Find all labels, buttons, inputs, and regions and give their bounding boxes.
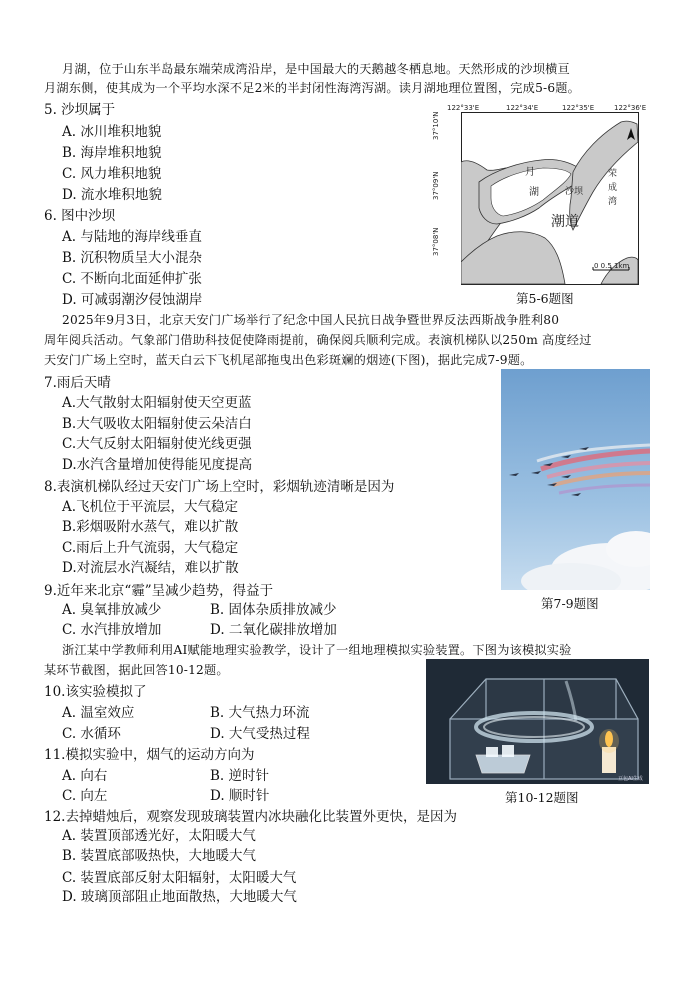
- question-6-option-c: C. 不断向北面延伸扩张: [62, 271, 202, 287]
- question-5-stem: 5. 沙坝属于: [44, 102, 116, 118]
- question-5-option-c: C. 风力堆积地貌: [62, 166, 162, 182]
- question-10-option-d: D. 大气受热过程: [210, 726, 310, 742]
- question-8-option-d: D.对流层水汽凝结，难以扩散: [62, 560, 239, 576]
- question-12-option-d: D. 玻璃顶部阻止地面散热，大地暖大气: [62, 889, 297, 905]
- question-12-stem: 12.去掉蜡烛后，观察发现玻璃装置内冰块融化比装置外更快，是因为: [44, 809, 457, 825]
- question-8-option-b: B.彩烟吸附水蒸气，难以扩散: [62, 519, 239, 535]
- question-10-option-b: B. 大气热力环流: [210, 705, 310, 721]
- photo2-caption: 第10-12题图: [505, 790, 579, 805]
- passage-1-line-1: 月湖，位于山东半岛最东端荣成湾沿岸，是中国最大的天鹅越冬栖息地。天然形成的沙坝横亘: [62, 62, 570, 76]
- question-7-option-d: D.水汽含量增加使得能见度提高: [62, 457, 253, 473]
- map-lat-label-3: 37°08'N: [432, 227, 440, 256]
- map-label-wan: 湾: [608, 197, 618, 207]
- passage-2-line-3: 天安门广场上空时，蓝天白云下飞机尾部拖曳出色彩斑斓的烟迹(下图)，据此完成7-9题。: [44, 353, 533, 367]
- question-9-option-d: D. 二氧化碳排放增加: [210, 622, 337, 638]
- question-5-option-d: D. 流水堆积地貌: [62, 187, 162, 203]
- question-6-stem: 6. 图中沙坝: [44, 208, 116, 224]
- question-9-option-a: A. 臭氧排放减少: [62, 602, 162, 618]
- question-6-option-a: A. 与陆地的海岸线垂直: [62, 229, 202, 245]
- question-8-stem: 8.表演机梯队经过天安门广场上空时，彩烟轨迹清晰是因为: [44, 479, 395, 495]
- question-7-option-b: B.大气吸收太阳辐射使云朵洁白: [62, 416, 252, 432]
- question-11-option-d: D. 顺时针: [210, 788, 270, 804]
- passage-2-line-2: 周年阅兵活动。气象部门借助科技促使降雨提前，确保阅兵顺利完成。表演机梯队以250m 高度经过: [44, 333, 592, 347]
- question-11-stem: 11.模拟实验中，烟气的运动方向为: [44, 747, 255, 763]
- question-7-stem: 7.雨后天晴: [44, 375, 111, 391]
- map-label-shaba: 沙坝: [565, 187, 584, 197]
- question-11-option-c: C. 向左: [62, 788, 108, 804]
- ice-bowl: [476, 755, 530, 773]
- question-10-option-a: A. 温室效应: [62, 705, 135, 721]
- map-lat-label-1: 37°10'N: [432, 111, 440, 140]
- map-caption: 第5-6题图: [516, 291, 574, 306]
- question-5-option-a: A. 冰川堆积地貌: [62, 124, 162, 140]
- question-8-option-c: C.雨后上升气流弱，大气稳定: [62, 540, 239, 556]
- map-lon-label-4: 122°36'E: [614, 104, 647, 112]
- question-11-option-a: A. 向右: [62, 768, 108, 784]
- map-label-rong: 荣: [608, 169, 618, 179]
- passage-2-line-1: 2025年9月3日，北京天安门广场举行了纪念中国人民抗日战争暨世界反法西斯战争胜利80: [62, 313, 560, 327]
- question-10-stem: 10.该实验模拟了: [44, 684, 147, 700]
- passage-1-line-2: 月湖东侧，使其成为一个平均水深不足2米的半封闭性海湾泻湖。读月湖地理位置图，完成5-6题。: [44, 81, 581, 95]
- question-5-option-b: B. 海岸堆积地貌: [62, 145, 162, 161]
- map-lon-label-3: 122°35'E: [562, 104, 595, 112]
- experiment-photo: [426, 659, 649, 784]
- question-10-option-c: C. 水循环: [62, 726, 121, 742]
- map-label-chaodao: 潮道: [551, 214, 579, 230]
- map-label-hu: 湖: [529, 187, 539, 198]
- passage-3-line-2: 某环节截图，据此回答10-12题。: [44, 663, 229, 677]
- map-label-yue: 月: [525, 167, 535, 178]
- map-label-cheng: 成: [608, 183, 618, 193]
- photo2-watermark: 豆包AI生成: [618, 776, 643, 782]
- question-6-option-b: B. 沉积物质呈大小混杂: [62, 250, 203, 266]
- question-12-option-c: C. 装置底部反射太阳辐射，太阳暖大气: [62, 870, 297, 886]
- airshow-photo: [501, 369, 650, 590]
- question-9-stem: 9.近年来北京“霾”呈减少趋势，得益于: [44, 583, 274, 599]
- question-9-option-c: C. 水汽排放增加: [62, 622, 162, 638]
- photo1-caption: 第7-9题图: [541, 596, 599, 611]
- question-9-option-b: B. 固体杂质排放减少: [210, 602, 337, 618]
- map-scale-label: 0 0.5 1km: [594, 262, 630, 270]
- question-12-option-a: A. 装置顶部透光好，太阳暖大气: [62, 828, 256, 844]
- question-6-option-d: D. 可减弱潮汐侵蚀湖岸: [62, 292, 203, 308]
- question-8-option-a: A.飞机位于平流层，大气稳定: [62, 499, 239, 515]
- question-11-option-b: B. 逆时针: [210, 768, 270, 784]
- question-7-option-a: A.大气散射太阳辐射使天空更蓝: [62, 395, 252, 411]
- map-lon-label-1: 122°33'E: [447, 104, 480, 112]
- passage-3-line-1: 浙江某中学教师利用AI赋能地理实验教学，设计了一组地理模拟实验装置。下图为该模拟实验: [62, 643, 572, 657]
- question-7-option-c: C.大气反射太阳辐射使光线更强: [62, 436, 252, 452]
- question-12-option-b: B. 装置底部吸热快，大地暖大气: [62, 848, 257, 864]
- map-lon-label-2: 122°34'E: [506, 104, 539, 112]
- map-lat-label-2: 37°09'N: [432, 171, 440, 200]
